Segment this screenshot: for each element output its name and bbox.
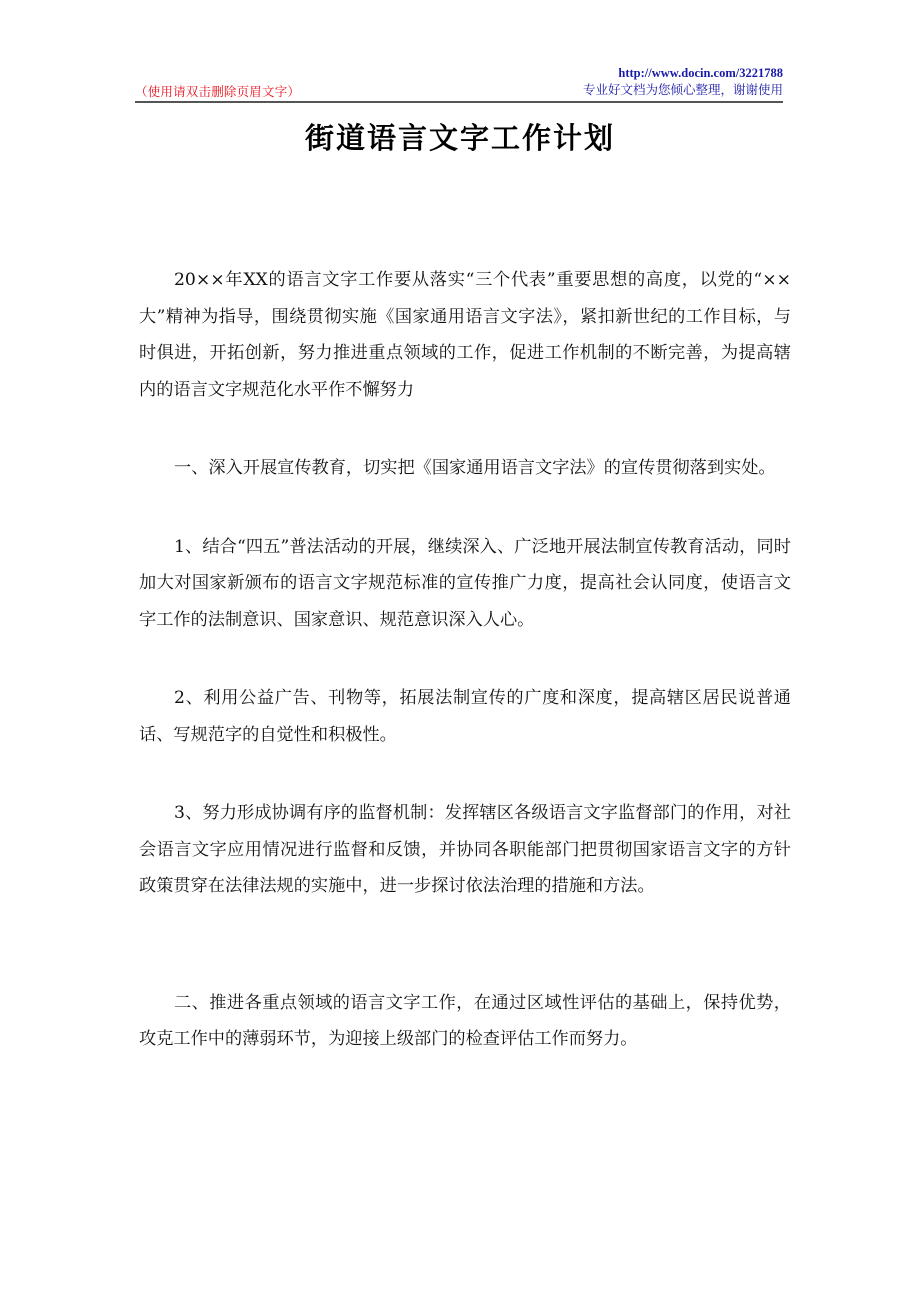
page-header [135,66,783,103]
document-title: 街道语言文字工作计划 [304,121,615,155]
header-source [583,66,783,99]
intro-paragraph: 20××年XX的语言文字工作要从落实“三个代表”重要思想的高度，以党的“××大”精神为指导，围绕贯彻实施《国家通用语言文字法》，紧扣新世纪的工作目标，与时俱进，开拓创新，努力推进重点领域的工作，促进工作机制的不断完善，为提高辖内的语言文字规范化水平作不懈努力 [139,270,791,400]
paragraph-spacer [139,905,791,985]
header-slogan: 专业好文档为您倾心整理，谢谢使用 [582,82,783,97]
header-note: （使用请双击删除页眉文字） [135,84,301,99]
paragraph-spacer [139,487,791,529]
section-heading-1: 一、深入开展宣传教育，切实把《国家通用语言文字法》的宣传贯彻落到实处。 [174,458,776,478]
document-body [139,262,791,1058]
paragraph-spacer [139,408,791,450]
paragraph-spacer [139,753,791,795]
list-item-2: 2、利用公益广告、刊物等，拓展法制宣传的广度和深度，提高辖区居民说普通话、写规范字的自觉性和积极性。 [139,688,791,745]
paragraph-spacer [139,638,791,680]
list-item-3: 3、努力形成协调有序的监督机制：发挥辖区各级语言文字监督部门的作用，对社会语言文字应用情况进行监督和反馈，并协同各职能部门把贯彻国家语言文字的方针政策贯穿在法律法规的实施中，进一步探讨依法治理的措施和方法。 [139,803,791,896]
header-url-link[interactable]: http://www.docin.com/3221788 [618,66,783,80]
section-heading-2: 二、推进各重点领域的语言文字工作，在通过区域性评估的基础上，保持优势，攻克工作中的薄弱环节，为迎接上级部门的检查评估工作而努力。 [139,992,791,1049]
list-item-1: 1、结合“四五”普法活动的开展，继续深入、广泛地开展法制宣传教育活动，同时加大对国家新颁布的语言文字规范标准的宣传推广力度，提高社会认同度，使语言文字工作的法制意识、国家意识、规范意识深入人心。 [139,536,791,630]
